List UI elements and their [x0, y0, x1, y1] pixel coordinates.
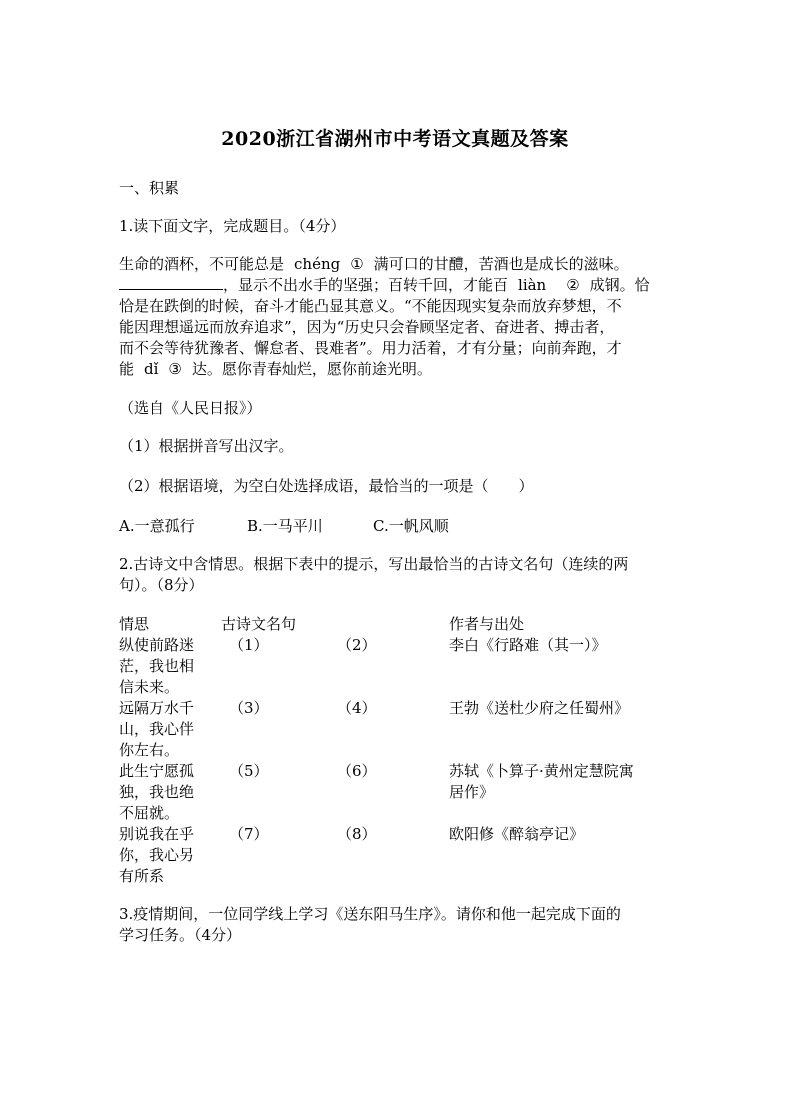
- pinyin-liàn: liàn: [518, 276, 547, 294]
- pinyin-chéng: chéng: [294, 255, 341, 273]
- passage-line-4: 能因理想遥远而放弃追求”，因为“历史只会眷顾坚定者、奋进者、搏击者，: [119, 318, 615, 336]
- answer-blank-cell: （2）: [337, 636, 377, 654]
- blank-number-3: ③: [168, 360, 182, 378]
- option-b: B.一马平川: [247, 517, 323, 535]
- blank-number-2: ②: [566, 276, 580, 294]
- emotion-cell: 纵使前路迷 茫，我也相 信未来。: [119, 636, 195, 696]
- table-row: [119, 824, 679, 887]
- header-emotion: 情思: [119, 615, 150, 633]
- question-3-heading: 3.疫情期间，一位同学线上学习《送东阳马生序》。请你和他一起完成下面的 学习任务。（4分）: [119, 905, 621, 944]
- question-1-heading: 1.读下面文字，完成题目。（4分）: [119, 217, 346, 235]
- answer-blank-cell: （6）: [337, 762, 377, 780]
- source-cell: 欧阳修《醉翁亭记》: [449, 825, 585, 843]
- options-row: [119, 516, 671, 537]
- source-cell: 王勃《送杜少府之任蜀州》: [449, 699, 630, 717]
- table-row: [119, 698, 679, 761]
- option-a: A.一意孤行: [119, 517, 195, 535]
- source-cell: 李白《行路难（其一）》: [449, 636, 607, 654]
- idiom-blank: [119, 275, 223, 290]
- poetry-table: [119, 614, 679, 887]
- header-source: 作者与出处: [449, 615, 525, 633]
- answer-blank-cell: （5）: [229, 762, 269, 780]
- answer-blank-cell: （3）: [229, 699, 269, 717]
- answer-blank-cell: （7）: [229, 825, 269, 843]
- table-row: [119, 761, 679, 824]
- passage-line-3: 恰是在跌倒的时候，奋斗才能凸显其意义。“不能因现实复杂而放弃梦想，不: [119, 297, 622, 315]
- table-row: [119, 635, 679, 698]
- passage-line-5: 而不会等待犹豫者、懈怠者、畏难者”。用力活着，才有分量；向前奔跑，才: [119, 339, 622, 357]
- answer-blank-cell: （4）: [337, 699, 377, 717]
- page-title: 2020浙江省湖州市中考语文真题及答案: [221, 128, 569, 150]
- pinyin-dǐ: dǐ: [144, 360, 159, 378]
- table-header-row: [119, 614, 679, 635]
- passage-line-6: 能 dǐ ③ 达。愿你青春灿烂，愿你前途光明。: [119, 360, 432, 378]
- answer-blank-cell: （1）: [229, 636, 269, 654]
- passage-line-2: ，显示不出水手的坚强；百转千回，才能百 liàn ② 成钢。恰: [119, 275, 671, 296]
- question-1-passage: [119, 254, 671, 380]
- section-heading: 一、积累: [119, 179, 180, 197]
- passage-source: （选自《人民日报》）: [119, 399, 262, 417]
- blank-number-1: ①: [350, 255, 364, 273]
- emotion-cell: 别说我在乎 你，我心另 有所系: [119, 825, 195, 885]
- sub-question-2: （2）根据语境，为空白处选择成语，最恰当的一项是（ ）: [119, 477, 534, 495]
- source-cell: 苏轼《卜算子·黄州定慧院寓 居作》: [449, 762, 634, 801]
- question-2-heading: 2.古诗文中含情思。根据下表中的提示，写出最恰当的古诗文名句（连续的两 句）。（8分）: [119, 555, 629, 594]
- header-verse: 古诗文名句: [221, 615, 297, 633]
- emotion-cell: 此生宁愿孤 独，我也绝 不屈就。: [119, 762, 195, 822]
- passage-line-1: 生命的酒杯，不可能总是 chéng ① 满可口的甘醴，苦酒也是成长的滋味。: [119, 255, 629, 273]
- answer-blank-cell: （8）: [337, 825, 377, 843]
- emotion-cell: 远隔万水千 山，我心伴 你左右。: [119, 699, 195, 759]
- option-c: C.一帆风顺: [373, 517, 449, 535]
- sub-question-1: （1）根据拼音写出汉字。: [119, 437, 294, 455]
